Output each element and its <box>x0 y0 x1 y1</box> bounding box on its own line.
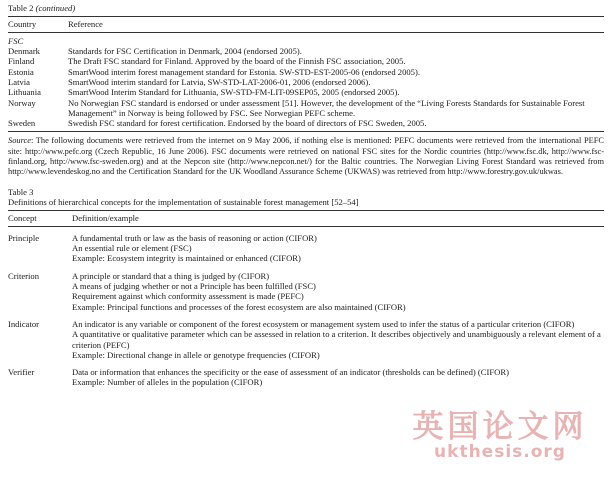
table3-caption-label: Table 3 <box>8 186 34 197</box>
country-cell: Denmark <box>8 45 40 56</box>
definition-line: Data or information that enhances the specificity or the ease of assessment of an indicator (thresholds can be defined) (CIFOR) <box>72 367 509 378</box>
table-row <box>8 77 604 87</box>
source-label: Source <box>8 136 31 146</box>
definition-line: An essential rule or element (FSC) <box>72 243 192 253</box>
table-row <box>8 118 604 128</box>
country-cell: Finland <box>8 56 35 67</box>
reference-cell: Swedish FSC standard for forest certification. Endorsed by the board of directors of FSC Sweden, 2005. <box>68 118 427 129</box>
concept-cell: Indicator <box>8 318 40 329</box>
definition-line: Example: Principal functions and processes of the forest ecosystem are also maintained (CIFOR) <box>72 301 406 312</box>
definition-line: A principle or standard that a thing is judged by (CIFOR) <box>72 270 270 281</box>
reference-cell: SmartWood interim standard for Latvia, SW-STD-LAT-2006-01, 2006 (endorsed 2006). <box>68 76 371 87</box>
table3-header-definition: Definition/example <box>72 213 139 224</box>
table2-caption <box>8 3 604 13</box>
country-cell: Sweden <box>8 118 36 129</box>
definition-line: Example: Number of alleles in the population (CIFOR) <box>72 377 263 388</box>
watermark-url: ukthesis.org <box>434 442 566 462</box>
table2-header-row <box>8 17 604 31</box>
reference-cell: Standards for FSC Certification in Denmark, 2004 (endorsed 2005). <box>68 45 302 56</box>
table2-header-reference: Reference <box>68 19 103 30</box>
table3-header-concept: Concept <box>8 213 37 224</box>
site-watermark <box>395 409 605 462</box>
table3-caption <box>8 187 604 208</box>
table3-header-rule <box>8 226 604 227</box>
table-row <box>8 98 604 119</box>
source-text: : The following documents were retrieved from the internet on 9 May 2006, if nothing else is mentioned: PEFC documents were retrieved from the international PEFC site: http://www.pefc.org (Czech Republic, 16 June 2006). FSC documents were retrieved on national FSC sites for the Nordic countries (http://www.fsc.dk, http://www.fsc-finland.org, http://www.fsc-sweden.org) and at the Nepcon site (http://www.nepcon.net/) for the Baltic countries. The Norwegian Living Forest Standard was retrieved from http://www.levendeskog.no and the Certification Standard for the UK Woodland Assurance Scheme (UKWAS) was retrieved from http://www.forestry.gov.uk/ukwas. <box>8 136 604 176</box>
table2-caption-note: (continued) <box>35 3 76 13</box>
definition-line: An indicator is any variable or component of the forest ecosystem or management system used to infer the status of a particular criterion (CIFOR) <box>72 318 575 329</box>
page <box>8 3 604 395</box>
table2-bottom-rule <box>8 131 604 132</box>
concept-cell: Principle <box>8 232 40 243</box>
definition-line: A means of judging whether or not a Principle has been fulfilled (FSC) <box>72 280 316 291</box>
definition-cell <box>72 367 604 388</box>
reference-cell: No Norwegian FSC standard is endorsed or under assessment [51]. However, the development of the “Living Forests Standards for Sustainable Forest Management” in Norway is being followed by FSC. See Norwegian PEFC scheme. <box>68 97 585 118</box>
table-row <box>8 271 604 312</box>
table3-header-row <box>8 211 604 225</box>
country-cell: Latvia <box>8 76 30 87</box>
concept-cell: Criterion <box>8 270 40 281</box>
definition-cell <box>72 319 604 360</box>
definition-line: Requirement against which conformity assessment is made (PEFC) <box>72 291 304 302</box>
table2-header-country: Country <box>8 19 37 30</box>
watermark-chinese: 英国论文网 <box>412 409 588 445</box>
table2-header-rule <box>8 32 604 33</box>
table-row <box>8 87 604 97</box>
definition-cell <box>72 233 604 264</box>
table2-body <box>8 46 604 129</box>
reference-cell: SmartWood interim forest management standard for Estonia. SW-STD-EST-2005-06 (endorsed 2005). <box>68 66 420 77</box>
table3-caption-text: Definitions of hierarchical concepts for the implementation of sustainable forest management [52–54] <box>8 197 359 208</box>
table-row <box>8 46 604 56</box>
table2-section-fsc: FSC <box>8 35 24 46</box>
reference-cell: SmartWood Interim Standard for Lithuania, SW-STD-FM-LIT-09SEP05, 2005 (endorsed 2005). <box>68 87 400 98</box>
table3-body <box>8 233 604 388</box>
table-row <box>8 367 604 388</box>
concept-cell: Verifier <box>8 367 35 378</box>
country-cell: Norway <box>8 97 36 108</box>
table-row <box>8 67 604 77</box>
country-cell: Estonia <box>8 66 34 77</box>
definition-cell <box>72 271 604 312</box>
table2-source-note <box>8 136 604 176</box>
definition-line: A fundamental truth or law as the basis of reasoning or action (CIFOR) <box>72 232 317 243</box>
table-row <box>8 319 604 360</box>
table2-caption-label: Table 2 <box>8 3 34 13</box>
table-row <box>8 233 604 264</box>
table-row <box>8 56 604 66</box>
definition-line: Example: Directional change in allele or genotype frequencies (CIFOR) <box>72 349 320 360</box>
reference-cell: The Draft FSC standard for Finland. Approved by the board of the Finnish FSC association, 2005. <box>68 56 406 67</box>
definition-line: Example: Ecosystem integrity is maintained or enhanced (CIFOR) <box>72 253 301 264</box>
definition-line: A quantitative or qualitative parameter which can be assessed in relation to a criterion. It describes objectively and unambiguously a relevant element of a criterion (PEFC) <box>72 329 601 350</box>
country-cell: Lithuania <box>8 87 41 98</box>
